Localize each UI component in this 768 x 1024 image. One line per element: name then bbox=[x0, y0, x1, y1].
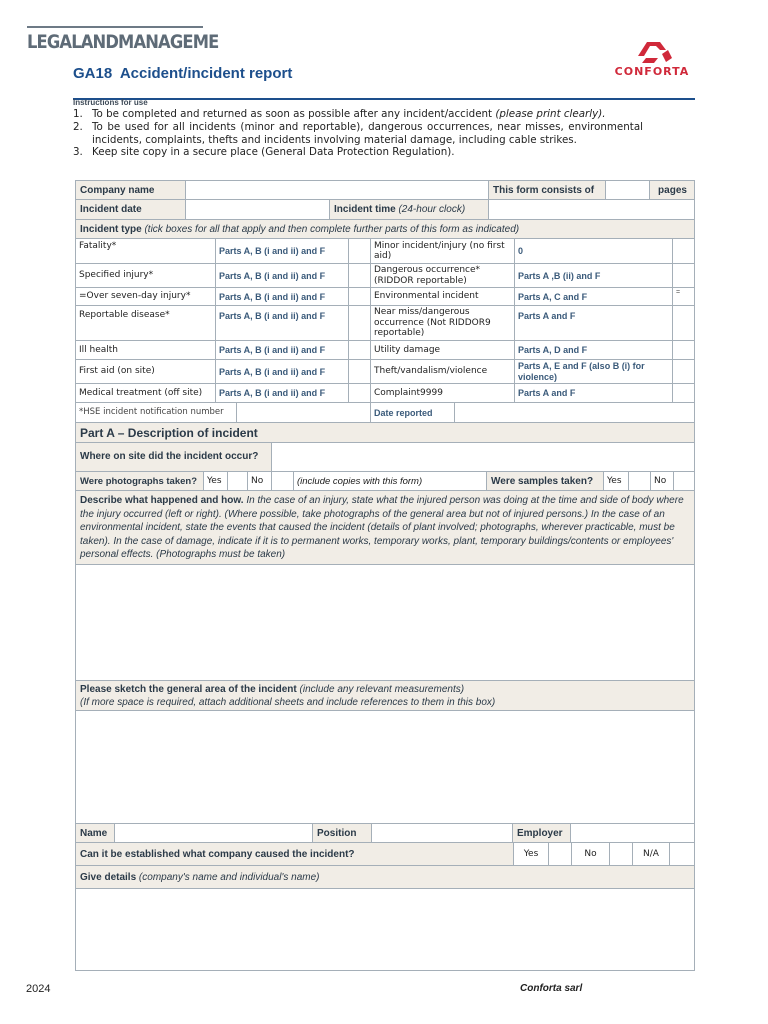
part-a-row bbox=[76, 423, 694, 443]
tick-box[interactable] bbox=[673, 239, 694, 263]
hse-number-field[interactable] bbox=[237, 403, 371, 422]
incident-date-label: Incident date bbox=[76, 200, 186, 219]
instruction-item: 2. To be used for all incidents (minor and reportable), dangerous occurrences, near misses, environmental incidents, complaints, thefts and incidents involving material damage, including cable strikes. bbox=[73, 120, 643, 146]
incident-date-field[interactable] bbox=[186, 200, 330, 219]
date-reported-label: Date reported bbox=[371, 403, 455, 422]
conforta-logo bbox=[610, 36, 694, 80]
company-name-field[interactable] bbox=[186, 181, 489, 199]
page-title bbox=[73, 65, 292, 82]
incident-type-item: Reportable disease* Parts A, B (i and ii) and F Near miss/dangerous occurrence (Not RIDDOR9 reportable) Parts A and F bbox=[76, 306, 694, 341]
photos-row bbox=[76, 472, 694, 491]
caused-no-box[interactable] bbox=[610, 843, 633, 865]
give-details-area bbox=[76, 889, 694, 970]
photos-yes-box[interactable] bbox=[228, 472, 248, 490]
incident-type-item: First aid (on site) Parts A, B (i and ii) and F Theft/vandalism/violence Parts A, E and F (also B (i) for violence) bbox=[76, 360, 694, 384]
photos-no-label: No bbox=[248, 472, 272, 490]
caused-yes-box[interactable] bbox=[549, 843, 572, 865]
incident-type-row bbox=[76, 220, 694, 239]
brand-header bbox=[27, 26, 219, 53]
incident-type-item: Ill health Parts A, B (i and ii) and F Utility damage Parts A, D and F bbox=[76, 341, 694, 360]
name-field[interactable] bbox=[115, 824, 313, 842]
tick-box[interactable] bbox=[673, 360, 694, 383]
tick-box[interactable] bbox=[349, 264, 371, 287]
describe-field[interactable] bbox=[76, 565, 694, 680]
sketch-area bbox=[76, 711, 694, 824]
name-label: Name bbox=[76, 824, 115, 842]
tick-box[interactable] bbox=[673, 264, 694, 287]
form-code: GA18 bbox=[73, 65, 113, 82]
brand-rule bbox=[27, 26, 203, 28]
tick-box[interactable] bbox=[673, 384, 694, 402]
give-details-row bbox=[76, 866, 694, 889]
photos-no-box[interactable] bbox=[272, 472, 294, 490]
instruction-item: 1. To be completed and returned as soon as possible after any incident/accident (please print clearly). bbox=[73, 108, 606, 120]
caused-na-box[interactable] bbox=[670, 843, 694, 865]
tick-box[interactable] bbox=[349, 239, 371, 263]
samples-taken-label: Were samples taken? bbox=[487, 472, 604, 490]
employer-label: Employer bbox=[513, 824, 571, 842]
instructions-heading: Instructions for use bbox=[73, 98, 148, 107]
company-row bbox=[76, 181, 694, 200]
sketch-field[interactable] bbox=[76, 711, 694, 823]
incident-time-field[interactable] bbox=[489, 200, 694, 219]
include-copies-note: (include copies with this form) bbox=[294, 472, 487, 490]
conforta-logo-text: CONFORTA bbox=[614, 65, 690, 78]
incident-type-label: Incident type (tick boxes for all that apply and then complete further parts of this form as indicated) bbox=[76, 220, 694, 238]
samples-no-box[interactable] bbox=[674, 472, 694, 490]
tick-box[interactable] bbox=[349, 360, 371, 383]
conforta-logo-mark bbox=[610, 36, 694, 66]
instruction-item: 3. Keep site copy in a secure place (General Data Protection Regulation). bbox=[73, 146, 455, 159]
incident-type-item: Medical treatment (off site) Parts A, B (i and ii) and F Complaint9999 Parts A and F bbox=[76, 384, 694, 403]
describe-instructions: Describe what happened and how. In the case of an injury, state what the injured person was doing at the time and side of body where the injury occurred (left or right). (Where possible, take photographs of the general area but not of injured persons.) In the case of an environmental incident, state the events that caused the incident (details of plant involved; photographs, wherever practicable, must be taken). In the case of damage, indicate if it is to permanent works, temporary works, plant, temporary buildings/contents or employees' personal effects. (Photographs must be taken) bbox=[76, 491, 694, 564]
samples-no-label: No bbox=[651, 472, 674, 490]
tick-box[interactable] bbox=[349, 288, 371, 305]
company-caused-label: Can it be established what company caused the incident? bbox=[76, 843, 514, 865]
sketch-instructions: Please sketch the general area of the incident (include any relevant measurements) (If more space is required, attach additional sheets and include references to them in this box) bbox=[76, 681, 694, 710]
tick-box[interactable] bbox=[349, 384, 371, 402]
tick-box[interactable] bbox=[673, 306, 694, 340]
page-count-field[interactable] bbox=[606, 181, 650, 199]
incident-type-item: =Over seven-day injury* Parts A, B (i and ii) and F Environmental incident Parts A, C and F = bbox=[76, 288, 694, 306]
photos-yes-label: Yes bbox=[204, 472, 228, 490]
incident-type-item: Fatality* Parts A, B (i and ii) and F Minor incident/injury (no first aid) 0 bbox=[76, 239, 694, 264]
company-caused-row bbox=[76, 843, 694, 866]
where-on-site-label: Where on site did the incident occur? bbox=[76, 443, 272, 471]
position-label: Position bbox=[313, 824, 372, 842]
form-title: Accident/incident report bbox=[119, 65, 293, 82]
tick-box[interactable] bbox=[349, 341, 371, 359]
form-consists-label: This form consists of bbox=[489, 181, 606, 199]
photos-taken-label: Were photographs taken? bbox=[76, 472, 204, 490]
footer-year: 2024 bbox=[26, 983, 51, 995]
tick-box[interactable] bbox=[673, 341, 694, 359]
describe-row bbox=[76, 491, 694, 565]
describe-area bbox=[76, 565, 694, 681]
caused-no-label: No bbox=[572, 843, 610, 865]
incident-date-row bbox=[76, 200, 694, 220]
company-name-label: Company name bbox=[76, 181, 186, 199]
incident-type-item: Specified injury* Parts A, B (i and ii) and F Dangerous occurrence* (RIDDOR reportable) Parts A ,B (ii) and F bbox=[76, 264, 694, 288]
give-details-label: Give details (company's name and individual's name) bbox=[76, 866, 694, 888]
incident-time-label: Incident time (24-hour clock) bbox=[330, 200, 489, 219]
samples-yes-label: Yes bbox=[604, 472, 629, 490]
hse-row bbox=[76, 403, 694, 423]
samples-yes-box[interactable] bbox=[629, 472, 651, 490]
brand-name: LEGALANDMANAGEME bbox=[27, 31, 219, 53]
position-field[interactable] bbox=[372, 824, 513, 842]
where-on-site-field[interactable] bbox=[272, 443, 694, 471]
part-a-title: Part A – Description of incident bbox=[76, 423, 694, 442]
tick-box[interactable] bbox=[349, 306, 371, 340]
footer-company: Conforta sarl bbox=[520, 983, 583, 994]
instructions-list bbox=[73, 108, 643, 159]
caused-yes-label: Yes bbox=[514, 843, 549, 865]
caused-na-label: N/A bbox=[633, 843, 670, 865]
incident-form bbox=[75, 180, 695, 971]
where-row bbox=[76, 443, 694, 472]
header-rule bbox=[73, 98, 695, 100]
hse-number-label: *HSE incident notification number bbox=[76, 403, 237, 422]
sketch-row bbox=[76, 681, 694, 711]
give-details-field[interactable] bbox=[76, 889, 694, 970]
employer-field[interactable] bbox=[571, 824, 694, 842]
date-reported-field[interactable] bbox=[455, 403, 694, 422]
pages-label: pages bbox=[650, 181, 694, 199]
name-row bbox=[76, 824, 694, 843]
tick-box[interactable]: = bbox=[673, 288, 694, 305]
